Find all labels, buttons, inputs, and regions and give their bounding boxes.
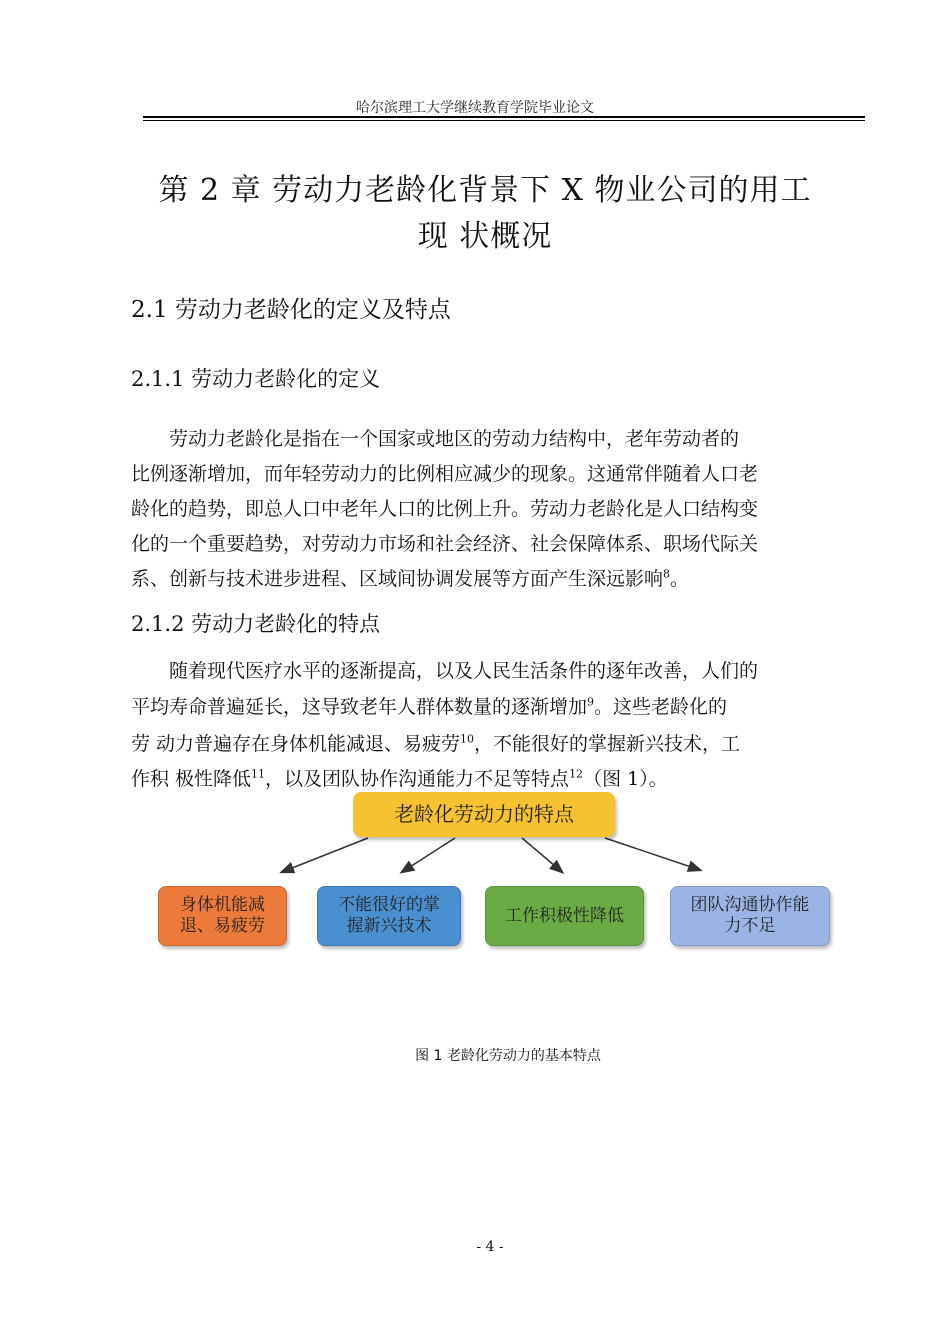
subsection-heading-features: 2.1.2 劳动力老龄化的特点 (131, 612, 381, 636)
line-text: 劳 动力普遍存在身体机能减退、易疲劳 (131, 733, 461, 755)
page-number: - 4 - (476, 1239, 504, 1255)
diagram-root-label: 老龄化劳动力的特点 (394, 802, 574, 826)
citation-ref: 11 (251, 767, 266, 781)
line-text: ，以及团队协作沟通能力不足等特点 (265, 768, 570, 790)
node-line: 力不足 (724, 916, 776, 936)
line-text: 。这些老龄化的 (594, 696, 728, 718)
line-text: 平均寿命普遍延长，这导致老年人群体数量的逐渐增加 (131, 696, 588, 718)
citation-ref: 12 (569, 767, 584, 781)
citation-ref: 8 (663, 567, 671, 581)
node-line: 工作积极性降低 (505, 905, 624, 926)
diagram-node-physical (158, 886, 287, 946)
paragraph-line: 化的一个重要趋势，对劳动力市场和社会经济、社会保障体系、职场代际关 (131, 533, 759, 555)
node-text (691, 895, 810, 937)
arrow-1 (282, 838, 368, 872)
line-text: 作积 极性降低 (131, 768, 252, 790)
citation-ref: 9 (587, 695, 595, 709)
diagram-node-technology (317, 886, 461, 946)
paragraph-line: 随着现代医疗水平的逐渐提高，以及人民生活条件的逐年改善，人们的 (131, 660, 759, 682)
arrow-3 (522, 838, 562, 872)
line-text: 系、创新与技术进步进程、区域间协调发展等方面产生深远影响 (131, 568, 664, 590)
line-text: （图 1）。 (583, 768, 668, 790)
node-line: 握新兴技术 (346, 916, 432, 936)
figure-caption: 图 1 老龄化劳动力的基本特点 (415, 1048, 601, 1064)
paragraph-line: 龄化的趋势，即总人口中老年人口的比例上升。劳动力老龄化是人口结构变 (131, 498, 759, 520)
diagram-root-node (353, 792, 615, 837)
section-heading: 2.1 劳动力老龄化的定义及特点 (131, 297, 451, 323)
node-text (505, 906, 624, 927)
node-line: 不能很好的掌 (338, 895, 440, 915)
node-line: 身体机能减 (180, 895, 265, 915)
chapter-title-line2: 现 状概况 (417, 219, 553, 254)
running-header: 哈尔滨理工大学继续教育学院毕业论文 (356, 100, 594, 116)
node-line: 退、易疲劳 (180, 916, 265, 936)
citation-ref: 10 (460, 732, 475, 746)
line-text: 。 (670, 568, 690, 590)
node-text (180, 895, 265, 937)
line-text: ，不能很好的掌握新兴技术，工 (474, 733, 741, 755)
subsection-heading-definition: 2.1.1 劳动力老龄化的定义 (131, 367, 381, 391)
paragraph-line: 比例逐渐增加，而年轻劳动力的比例相应减少的现象。这通常伴随着人口老 (131, 463, 759, 485)
diagram-node-teamwork (670, 886, 830, 946)
paragraph-line: 劳动力老龄化是指在一个国家或地区的劳动力结构中，老年劳动者的 (131, 428, 740, 450)
node-line: 团队沟通协作能 (690, 895, 810, 915)
arrow-2 (402, 838, 455, 872)
arrow-4 (605, 838, 700, 870)
node-text (338, 895, 440, 937)
chapter-title-line1: 第 2 章 劳动力老龄化背景下 X 物业公司的用工 (158, 173, 812, 208)
diagram-node-motivation (485, 886, 644, 946)
